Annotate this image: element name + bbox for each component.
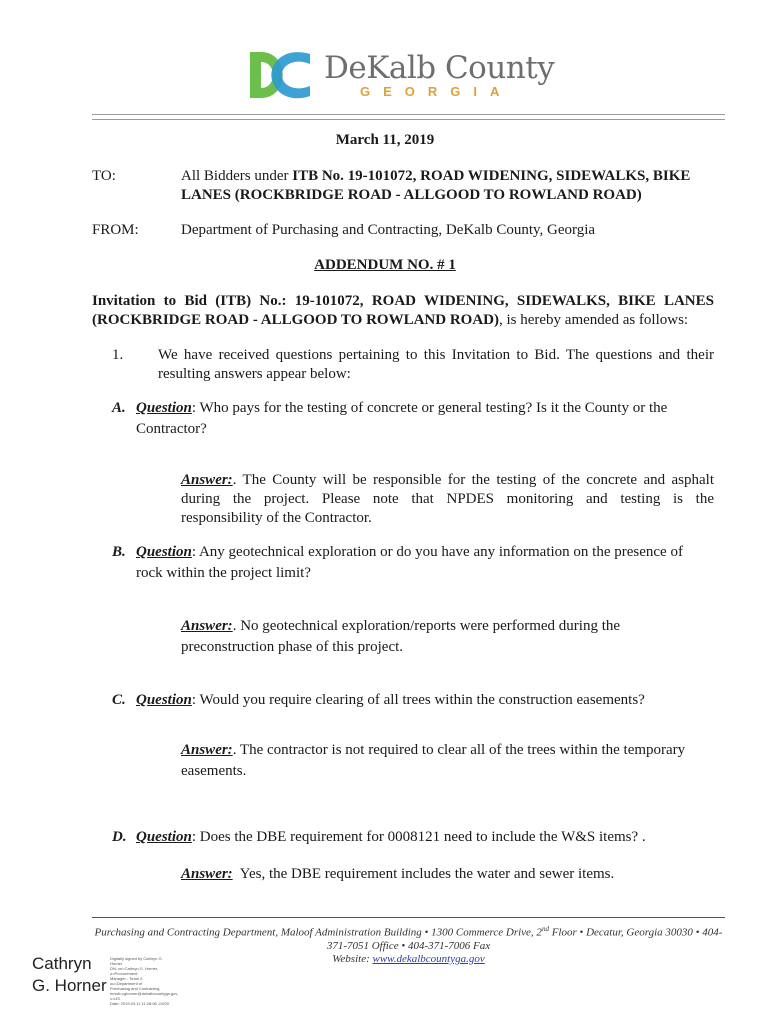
question-a-text-line2: Contractor? bbox=[136, 421, 207, 437]
website-link[interactable]: www.dekalbcountyga.gov bbox=[372, 952, 485, 965]
signer-first-name: Cathryn bbox=[32, 954, 92, 973]
answer-b bbox=[181, 617, 714, 657]
question-c bbox=[136, 691, 716, 710]
to-prefix: All Bidders under bbox=[181, 168, 293, 184]
question-d-text: : Does the DBE requirement for 0008121 need to include the W&S items? . bbox=[191, 829, 646, 845]
question-d bbox=[136, 828, 716, 847]
letter-date: March 11, 2019 bbox=[335, 132, 435, 148]
logo-subtitle: GEORGIA bbox=[360, 84, 513, 99]
from-label: FROM: bbox=[92, 222, 139, 238]
to-recipients bbox=[181, 167, 721, 205]
website-label: Website: bbox=[332, 952, 373, 965]
signature-details bbox=[110, 956, 179, 1006]
footer-phone: 371-7051 Office • 404-371-7006 Fax bbox=[326, 939, 491, 952]
answer-d bbox=[181, 865, 714, 884]
item-number: 1. bbox=[112, 347, 124, 363]
signature-detail-line: Manager - Team 2, ou=Department of bbox=[110, 976, 144, 986]
footer-address bbox=[92, 923, 725, 966]
intro-amended: , is hereby amended as follows: bbox=[498, 312, 689, 328]
question-label: Question bbox=[136, 829, 192, 845]
dekalb-logo bbox=[248, 48, 555, 104]
answer-label: Answer: bbox=[181, 472, 233, 488]
intro-line1: Invitation to Bid (ITB) No.: 19-101072, ROAD WIDENING, SIDEWALKS, BIKE LANES bbox=[92, 293, 714, 309]
item-text-line2: resulting answers appear below: bbox=[158, 366, 351, 382]
question-a-text: : Who pays for the testing of concrete or general testing? Is it the County or the bbox=[191, 400, 668, 416]
addendum-title: ADDENDUM NO. # 1 bbox=[314, 257, 456, 273]
intro-line2 bbox=[92, 311, 688, 330]
qa-letter-d: D. bbox=[112, 829, 127, 845]
footer-line1: Purchasing and Contracting Department, Maloof Administration Building • 1300 Commerce Drive, 2 bbox=[94, 926, 542, 939]
footer-website-row bbox=[92, 953, 725, 966]
itb-title-line1: ITB No. 19-101072, ROAD WIDENING, SIDEWALKS, BIKE bbox=[292, 168, 691, 184]
answer-b-text: . No geotechnical exploration/reports were performed during the bbox=[232, 618, 621, 634]
header-rule-top bbox=[92, 114, 725, 115]
answer-c bbox=[181, 741, 714, 781]
answer-label: Answer: bbox=[181, 618, 233, 634]
intro-project: (ROCKBRIDGE ROAD - ALLGOOD TO ROWLAND ROAD) bbox=[92, 312, 499, 328]
answer-a-text: . The County will be responsible for the testing of the concrete and asphalt bbox=[232, 472, 714, 488]
answer-label: Answer: bbox=[181, 866, 233, 882]
signature-detail-line: Digitally signed by Cathryn G. Horner bbox=[110, 956, 163, 966]
qa-letter-c: C. bbox=[112, 692, 126, 708]
answer-a bbox=[181, 471, 714, 528]
question-b-text-line2: rock within the project limit? bbox=[136, 565, 311, 581]
footer-rule bbox=[92, 917, 725, 918]
to-label: TO: bbox=[92, 168, 116, 184]
signature-detail-line: email=cghorner@dekalbcountyga.gov, bbox=[110, 991, 179, 996]
question-label: Question bbox=[136, 544, 192, 560]
answer-a-text-line2: during the project. Please note that NPDES monitoring and testing is the bbox=[181, 491, 714, 507]
answer-b-text-line2: preconstruction phase of this project. bbox=[181, 639, 404, 655]
qa-letter-a: A. bbox=[112, 400, 126, 416]
question-label: Question bbox=[136, 400, 192, 416]
from-text: Department of Purchasing and Contracting, DeKalb County, Georgia bbox=[181, 222, 596, 238]
signature-detail-line: c=US bbox=[110, 996, 120, 1001]
signature-detail-line: Purchasing and Contracting, bbox=[110, 986, 161, 991]
answer-label: Answer: bbox=[181, 742, 233, 758]
digital-signature bbox=[32, 953, 179, 1006]
question-b-text: : Any geotechnical exploration or do you have any information on the presence of bbox=[191, 544, 683, 560]
signature-detail-line: Date: 2019.03.11 11:28:06 -04'00' bbox=[110, 1001, 170, 1006]
dc-logo-mark-icon bbox=[248, 48, 314, 102]
footer-line1-end: Floor • Decatur, Georgia 30030 • 404- bbox=[548, 926, 723, 939]
footer-floor-suffix: nd bbox=[541, 925, 549, 933]
header-rule-bottom bbox=[92, 119, 725, 120]
question-b bbox=[136, 543, 716, 583]
answer-a-text-line3: responsibility of the Contractor. bbox=[181, 510, 372, 526]
question-a bbox=[136, 399, 716, 439]
qa-letter-b: B. bbox=[112, 544, 126, 560]
logo-title: DeKalb County bbox=[324, 50, 555, 86]
signature-detail-line: DN: cn=Cathryn G. Horner, o=Procurement bbox=[110, 966, 159, 976]
item-text-line1: We have received questions pertaining to this Invitation to Bid. The questions and their bbox=[158, 347, 714, 363]
question-c-text: : Would you require clearing of all trees within the construction easements? bbox=[191, 692, 645, 708]
question-label: Question bbox=[136, 692, 192, 708]
answer-c-text: . The contractor is not required to clear all of the trees within the temporary bbox=[232, 742, 686, 758]
itb-title-line2: LANES (ROCKBRIDGE ROAD - ALLGOOD TO ROWLAND ROAD) bbox=[181, 187, 642, 203]
answer-c-text-line2: easements. bbox=[181, 763, 247, 779]
signer-last-name: G. Horner bbox=[32, 976, 107, 995]
answer-d-text: Yes, the DBE requirement includes the water and sewer items. bbox=[232, 866, 615, 882]
